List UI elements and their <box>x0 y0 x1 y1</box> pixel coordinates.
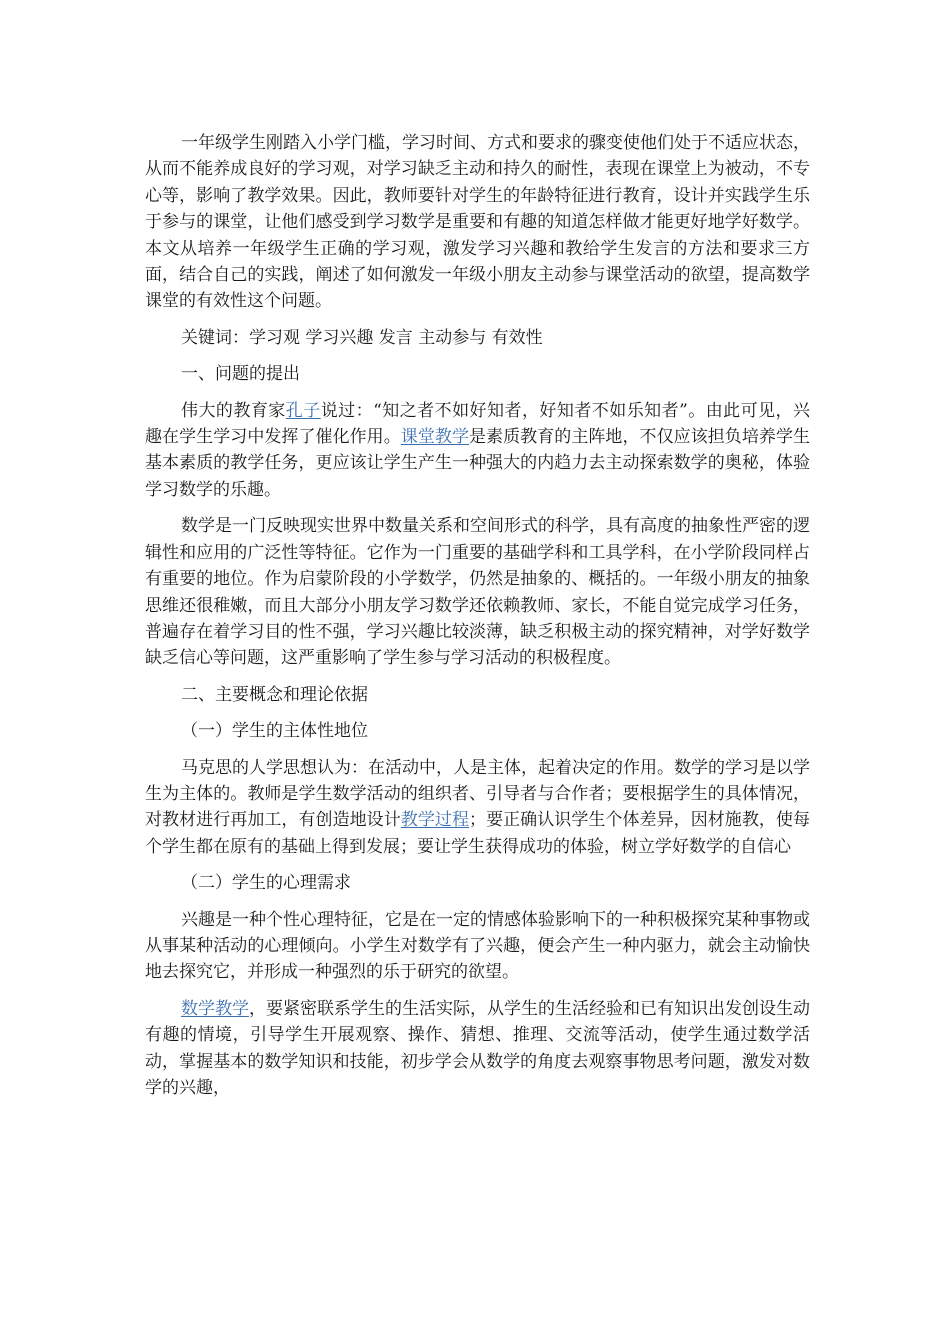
abstract-text: 一年级学生刚踏入小学门槛，学习时间、方式和要求的骤变使他们处于不适应状态，从而不能养成良好的学习观，对学习缺乏主动和持久的耐性，表现在课堂上为被动，不专心等，影响了教学效果。因此，教师要针对学生的年龄特征进行教育，设计并实践学生乐于参与的课堂，让他们感受到学习数学是重要和有趣的知道怎样做才能更好地学好数学。本文从培养一年级学生正确的学习观，激发学习兴趣和教给学生发言的方法和要求三方面，结合自己的实践，阐述了如何激发一年级小朋友主动参与课堂活动的欲望，提高数学课堂的有效性这个问题。 <box>145 133 810 312</box>
link-teaching-process[interactable]: 教学过程 <box>400 810 470 831</box>
link-classroom-teaching[interactable]: 课堂教学 <box>400 427 470 448</box>
paragraph-interest <box>145 907 810 986</box>
subsection-2-title: （二）学生的心理需求 <box>181 873 351 894</box>
paragraph-text: ，要紧密联系学生的生活实际，从学生的生活经验和已有知识出发创设生动有趣的情境，引导学生开展观察、操作、猜想、推理、交流等活动，使学生通过数学活动，掌握基本的数学知识和技能，初步学会从数学的角度去观察事物思考问题，激发对数学的兴趣， <box>145 998 810 1098</box>
paragraph-text: ；要正确认识学生个体差异，因材施教，使每个学生都在原有的基础上得到发展；要让学生获得成功的体验，树立学好数学的自信心 <box>145 810 811 857</box>
paragraph-confucius <box>145 398 810 504</box>
paragraph-text: 是素质教育的主阵地，不仅应该担负培养学生基本素质的教学任务，更应该让学生产生一种强大的内趋力去主动探索数学的奥秘，体验学习数学的乐趣。 <box>145 427 811 500</box>
subsection-heading-2 <box>145 870 810 896</box>
section-2-title: 二、主要概念和理论依据 <box>181 684 368 705</box>
paragraph-math-nature <box>145 513 810 671</box>
paragraph-math-teaching <box>145 996 810 1102</box>
paragraph-text: 说过：“知之者不如好知者，好知者不如乐知者”。由此可见，兴趣在学生学习中发挥了催化作用。 <box>145 400 811 448</box>
paragraph-text: 兴趣是一种个性心理特征，它是在一定的情感体验影响下的一种积极探究某种事物或从事某种活动的心理倾向。小学生对数学有了兴趣，便会产生一种内驱力，就会主动愉快地去探究它，并形成一种强烈的乐于研究的欲望。 <box>145 909 810 983</box>
section-heading-1 <box>145 361 810 387</box>
link-math-teaching[interactable]: 数学教学 <box>181 998 249 1019</box>
subsection-heading-1 <box>145 718 810 744</box>
paragraph-student-subject <box>145 755 810 861</box>
keywords-paragraph <box>145 325 810 351</box>
paragraph-text: 马克思的人学思想认为：在活动中，人是主体，起着决定的作用。数学的学习是以学生为主体的。教师是学生数学活动的组织者、引导者与合作者；要根据学生的具体情况，对教材进行再加工，有创造地设计 <box>145 757 810 831</box>
abstract-paragraph <box>145 130 810 315</box>
section-1-title: 一、问题的提出 <box>181 364 300 385</box>
paragraph-text: 伟大的教育家 <box>181 400 286 421</box>
document-page <box>145 130 810 1111</box>
paragraph-text: 数学是一门反映现实世界中数量关系和空间形式的科学，具有高度的抽象性严密的逻辑性和应用的广泛性等特征。它作为一门重要的基础学科和工具学科，在小学阶段同样占有重要的地位。作为启蒙阶段的小学数学，仍然是抽象的、概括的。一年级小朋友的抽象思维还很稚嫩，而且大部分小朋友学习数学还依赖教师、家长，不能自觉完成学习任务，普遍存在着学习目的性不强，学习兴趣比较淡薄，缺乏积极主动的探究精神，对学好数学缺乏信心等问题，这严重影响了学生参与学习活动的积极程度。 <box>145 516 810 669</box>
keywords-text: 关键词：学习观 学习兴趣 发言 主动参与 有效性 <box>181 327 543 348</box>
section-heading-2 <box>145 682 810 708</box>
link-confucius[interactable]: 孔子 <box>285 400 321 421</box>
subsection-1-title: （一）学生的主体性地位 <box>181 721 368 742</box>
